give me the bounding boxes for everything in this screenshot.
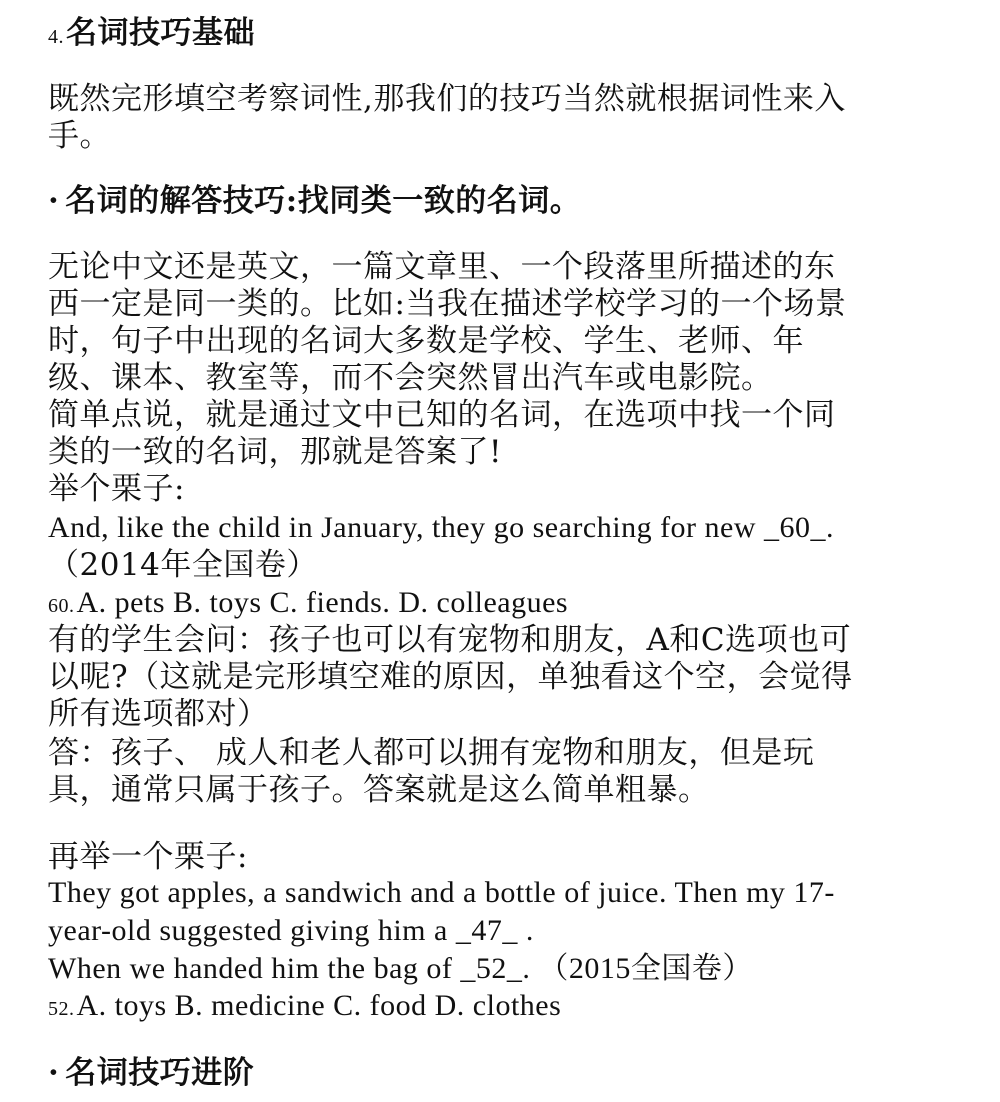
example1-intro: 举个栗子: — [48, 471, 185, 507]
bullet-icon: · — [48, 1055, 60, 1091]
example1-answer-line-1: 答：孩子、 成人和老人都可以拥有宠物和朋友，但是玩 — [48, 735, 815, 771]
tip-heading-text: 名词的解答技巧:找同类一致的名词。 — [65, 183, 582, 219]
example2-intro: 再举一个栗子: — [48, 839, 248, 875]
section-heading — [48, 14, 255, 56]
explanation-line-3: 时，句子中出现的名词大多数是学校、学生、老师、年 — [48, 323, 804, 359]
bullet-icon: · — [48, 183, 60, 219]
intro-line-1: 既然完形填空考察词性,那我们的技巧当然就根据词性来入 — [48, 81, 846, 117]
advanced-heading-text: 名词技巧进阶 — [65, 1055, 255, 1091]
example1-question-line-3: 所有选项都对） — [48, 696, 269, 732]
example2-question-number: 52. — [48, 998, 75, 1020]
example1-source: （2014年全国卷） — [48, 547, 318, 583]
example1-sentence: And, like the child in January, they go searching for new _60_. — [48, 511, 835, 544]
example1-question-line-1: 有的学生会问：孩子也可以有宠物和朋友，A和C选项也可 — [48, 622, 852, 658]
example1-answer-line-2: 具，通常只属于孩子。答案就是这么简单粗暴。 — [48, 772, 710, 808]
section-title: 名词技巧基础 — [66, 15, 255, 51]
explanation-line-5: 简单点说，就是通过文中已知的名词，在选项中找一个同 — [48, 397, 836, 433]
example2-options-text: A. toys B. medicine C. food D. clothes — [76, 989, 562, 1022]
tip-heading — [48, 182, 581, 220]
example1-question-line-2: 以呢?（这就是完形填空难的原因，单独看这个空，会觉得 — [48, 659, 853, 695]
explanation-line-6: 类的一致的名词，那就是答案了! — [48, 434, 502, 470]
example2-options — [48, 987, 561, 1028]
example1-question-number: 60. — [48, 595, 75, 617]
example2-sentence-line-3: When we handed him the bag of _52_. （2015全国卷） — [48, 952, 753, 985]
example2-sentence-line-1: They got apples, a sandwich and a bottle of juice. Then my 17- — [48, 876, 835, 909]
example1-options — [48, 584, 568, 625]
intro-line-2: 手。 — [48, 118, 111, 154]
explanation-line-1: 无论中文还是英文，一篇文章里、一个段落里所描述的东 — [48, 249, 836, 285]
advanced-heading — [48, 1054, 254, 1092]
example1-options-text: A. pets B. toys C. fiends. D. colleagues — [76, 586, 569, 619]
example2-sentence-line-2: year-old suggested giving him a _47_ . — [48, 914, 534, 947]
explanation-line-4: 级、课本、教室等，而不会突然冒出汽车或电影院。 — [48, 360, 773, 396]
section-number: 4. — [48, 26, 64, 48]
explanation-line-2: 西一定是同一类的。比如:当我在描述学校学习的一个场景 — [48, 286, 847, 322]
